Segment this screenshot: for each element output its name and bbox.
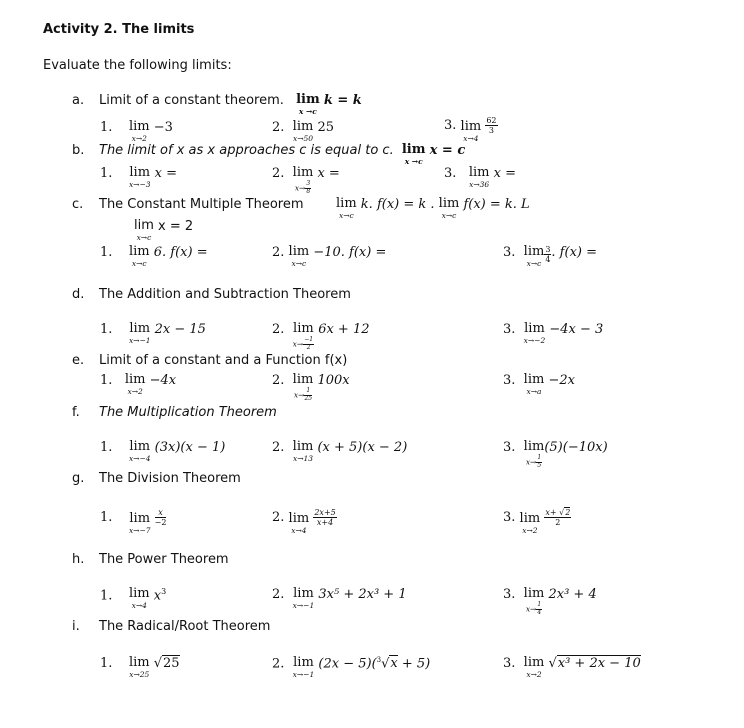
lim-sub: x→4: [291, 526, 307, 535]
section-a-rule: [296, 93, 320, 116]
problem-number: 2.: [272, 656, 285, 672]
lim: lim: [129, 439, 151, 454]
lim-sub: x→4: [463, 134, 479, 143]
problem-number: 2.: [272, 166, 285, 181]
expr: 6x + 12: [318, 322, 370, 337]
lim-sub: x→c: [131, 259, 147, 268]
problem-g3: 3. lim x→2 $\frac{x+ √2}{2}$: [503, 508, 571, 535]
problem-i1: 1. lim x→25 √25: [100, 655, 180, 679]
lim-sub: x→2: [522, 526, 538, 535]
expr: 100x: [317, 373, 350, 388]
problem-number: 3.: [503, 510, 516, 526]
lim: lim: [292, 372, 314, 387]
problem-b3: [444, 166, 516, 189]
lim: lim: [129, 321, 151, 336]
section-c-letter: c.: [72, 197, 84, 212]
lim-sub: x→−7: [128, 526, 151, 535]
sub-frac-top: −1: [304, 336, 314, 343]
lim-sub: x→−2: [523, 336, 546, 345]
section-e-heading: Limit of a constant and a Function f(x): [99, 353, 348, 368]
problem-number: 1.: [100, 588, 113, 604]
lim-sub: x→50: [292, 134, 314, 143]
section-h-heading: The Power Theorem: [99, 552, 229, 567]
lim: lim: [523, 439, 545, 454]
problem-number: 3.: [503, 440, 516, 455]
section-a-letter: a.: [72, 93, 85, 108]
problem-e1: [100, 373, 176, 396]
lim-sub: x→: [525, 457, 537, 467]
problem-a2: [272, 120, 334, 143]
rule-expr: k = k: [323, 93, 362, 108]
frac-bottom: x+4: [316, 518, 334, 528]
problem-number: 2.: [272, 120, 285, 135]
sub-frac-bottom: 5: [537, 461, 542, 469]
problem-c1: [100, 245, 208, 268]
frac-top: x: [155, 508, 167, 518]
sub-frac-bottom: 4: [537, 608, 542, 616]
radicand: 25: [163, 656, 180, 671]
lim: lim: [128, 244, 150, 259]
problem-a1: [100, 120, 173, 143]
lim: lim: [128, 655, 150, 670]
problem-e3: [503, 373, 575, 396]
problem-f2: [272, 440, 407, 463]
problem-number: 3.: [444, 166, 457, 181]
problem-h2: [272, 587, 407, 610]
lim: lim: [128, 119, 150, 134]
problem-i3: 3. lim x→2 √x³ + 2x − 10: [503, 655, 641, 679]
expr: −4x − 3: [549, 322, 604, 337]
lim: lim: [523, 244, 545, 259]
problem-d3: [503, 322, 603, 345]
lim-sub: x→a: [526, 387, 542, 396]
problem-a3: [444, 116, 498, 143]
expr: x =: [493, 166, 516, 181]
section-i-heading: The Radical/Root Theorem: [99, 619, 271, 634]
expr: −4x: [149, 373, 177, 388]
expr: −3: [153, 120, 173, 135]
section-i-letter: i.: [72, 619, 80, 634]
frac-top: x+: [545, 508, 557, 517]
problem-number: 2.: [272, 587, 285, 602]
problem-number: 3.: [503, 245, 516, 260]
rule-sub: x→c: [338, 211, 354, 220]
sub-frac-bottom: 2: [306, 343, 311, 351]
problem-number: 2.: [272, 440, 285, 455]
frac-top-radicand: 2: [565, 508, 571, 517]
lim: lim: [124, 372, 146, 387]
lim: lim: [128, 586, 150, 601]
given-expr: x = 2: [158, 219, 194, 234]
problem-number: 1.: [100, 120, 113, 135]
activity-title: Activity 2. The limits: [43, 22, 195, 37]
rule-expr: k. f(x) = k .: [360, 197, 435, 212]
expr: 25: [317, 120, 335, 135]
problem-number: 3.: [503, 587, 516, 602]
section-f-letter: f.: [72, 405, 80, 420]
expr: . f(x) =: [551, 245, 597, 260]
sub-frac-bottom: 25: [304, 394, 313, 402]
rule-sub: x →c: [404, 157, 423, 166]
problem-number: 3.: [503, 322, 516, 337]
problem-g2: [272, 508, 337, 535]
problem-d1: [100, 322, 206, 345]
lim-sub: x→13: [292, 454, 314, 463]
lim-sub: x→−1: [292, 601, 315, 610]
rule-lim: lim: [336, 196, 357, 211]
section-e-letter: e.: [72, 353, 85, 368]
lim-sub: x→−3: [128, 180, 151, 189]
problem-e2: [272, 373, 350, 403]
expr: + 5): [397, 656, 431, 672]
expr: (2x − 5)(: [318, 656, 377, 672]
lim: lim: [524, 321, 545, 336]
radicand: x: [390, 656, 398, 672]
expr: 3x⁵ + 2x³ + 1: [318, 587, 407, 602]
section-d-letter: d.: [72, 287, 85, 302]
lim: lim: [293, 655, 314, 670]
expr: 2x³ + 4: [548, 587, 597, 602]
lim: lim: [292, 165, 314, 180]
section-b-letter: b.: [72, 143, 85, 158]
expr: (5)(−10x): [544, 440, 608, 455]
section-f-heading: The Multiplication Theorem: [99, 405, 277, 420]
rule-expr: x = c: [429, 143, 466, 158]
expr: 2x − 15: [154, 322, 206, 337]
problem-h1: [100, 587, 166, 610]
lim: lim: [523, 372, 545, 387]
lim-sub: x→2: [127, 387, 143, 396]
instruction: Evaluate the following limits:: [43, 58, 232, 73]
lim: lim: [292, 439, 314, 454]
lim: lim: [293, 586, 314, 601]
expr: x =: [317, 166, 340, 181]
sub-frac-top: 3: [306, 180, 311, 187]
radicand: x³ + 2x − 10: [557, 656, 641, 671]
expr: x =: [154, 166, 178, 181]
frac-bottom: 4: [545, 255, 551, 265]
lim: lim: [288, 511, 310, 526]
rule-lim: lim: [438, 196, 460, 211]
problem-number: 2.: [272, 373, 285, 388]
problem-c3: [503, 245, 597, 268]
section-h-letter: h.: [72, 552, 85, 567]
lim: lim: [292, 119, 314, 134]
given-sub: x→c: [136, 233, 152, 242]
frac-top: 62: [486, 116, 497, 125]
section-c-given: [134, 219, 193, 242]
rule-sub: x→c: [441, 211, 457, 220]
rule-lim: lim: [296, 92, 320, 107]
expr: −2x: [548, 373, 575, 388]
lim: lim: [293, 321, 314, 336]
section-c-rule: [336, 197, 530, 220]
exponent: 3: [161, 587, 167, 596]
problem-b2: [272, 166, 340, 196]
sub-frac-top: 1: [537, 454, 542, 461]
section-g-letter: g.: [72, 471, 85, 486]
lim-sub: x→: [294, 183, 306, 193]
lim-sub: x→2: [526, 670, 542, 679]
frac-bottom: −2: [154, 518, 167, 528]
lim-sub: x→2: [131, 134, 147, 143]
lim: lim: [288, 244, 310, 259]
frac-top: 3: [545, 245, 551, 254]
lim-sub: x→c: [291, 259, 307, 268]
sub-frac-bottom: 8: [306, 187, 311, 195]
section-a-heading: [99, 93, 362, 116]
problem-number: 1.: [100, 510, 113, 526]
frac-bottom: 2: [555, 518, 561, 528]
expr: −10. f(x) =: [313, 245, 387, 260]
lim: lim: [460, 119, 482, 134]
problem-number: 1.: [100, 166, 113, 181]
problem-c2: [272, 245, 386, 268]
lim-sub: x→−1: [292, 670, 315, 679]
expr: 6. f(x) =: [153, 245, 208, 260]
sub-frac-top: 1: [537, 601, 542, 608]
lim: lim: [519, 511, 541, 526]
problem-h3: [503, 587, 597, 617]
base: x: [153, 588, 162, 604]
lim-sub: x→36: [469, 180, 490, 189]
problem-number: 3.: [503, 656, 516, 671]
lim: lim: [129, 165, 151, 180]
lim: lim: [523, 586, 545, 601]
section-d-heading: The Addition and Subtraction Theorem: [99, 287, 351, 302]
problem-d2: [272, 322, 370, 352]
lim-sub: x→−4: [128, 454, 151, 463]
section-b-heading: [99, 143, 465, 166]
given-lim: lim: [134, 218, 154, 233]
problem-number: 1.: [100, 245, 113, 260]
problem-number: 1.: [100, 656, 113, 671]
problem-number: 3.: [503, 373, 516, 388]
lim-sub: x→−1: [128, 336, 151, 345]
problem-i2: 2. lim x→−1 (2x − 5)($^3$√x + 5): [272, 655, 431, 679]
lim-sub: x→: [293, 390, 305, 400]
lim-sub: x→25: [129, 670, 150, 679]
frac-top: 2x+5: [314, 508, 336, 517]
frac-bottom: 3: [488, 126, 494, 136]
section-b-rule: [402, 143, 426, 166]
lim-sub: x→4: [131, 601, 147, 610]
problem-number: 2.: [272, 510, 285, 526]
problem-number: 1.: [100, 373, 113, 388]
expr: (3x)(x − 1): [154, 440, 226, 455]
problem-number: 2.: [272, 322, 285, 337]
lim-sub: x→: [292, 339, 304, 349]
expr: (x + 5)(x − 2): [317, 440, 408, 455]
problem-f1: [100, 440, 225, 463]
rule-expr: f(x) = k. L: [463, 197, 530, 212]
problem-number: 2.: [272, 245, 285, 260]
section-b-heading-text: The limit of x as x approaches c is equal to c.: [99, 143, 394, 158]
lim-sub: x→c: [526, 259, 542, 268]
problem-g1: [100, 508, 166, 535]
section-a-heading-text: Limit of a constant theorem.: [99, 93, 284, 108]
problem-number: 1.: [100, 440, 113, 455]
problem-number: 3.: [444, 118, 457, 134]
lim: lim: [129, 511, 151, 526]
sub-frac-top: 1: [306, 387, 311, 394]
section-g-heading: The Division Theorem: [99, 471, 241, 486]
root-index: 3: [376, 656, 382, 664]
problem-number: 1.: [100, 322, 113, 337]
problem-b1: [100, 166, 177, 189]
rule-sub: x →c: [298, 107, 317, 116]
lim-sub: x→: [525, 604, 537, 614]
lim: lim: [468, 165, 490, 180]
problem-f3: [503, 440, 608, 470]
rule-lim: lim: [401, 142, 426, 157]
section-c-heading: The Constant Multiple Theorem: [99, 197, 304, 212]
lim: lim: [523, 655, 545, 670]
